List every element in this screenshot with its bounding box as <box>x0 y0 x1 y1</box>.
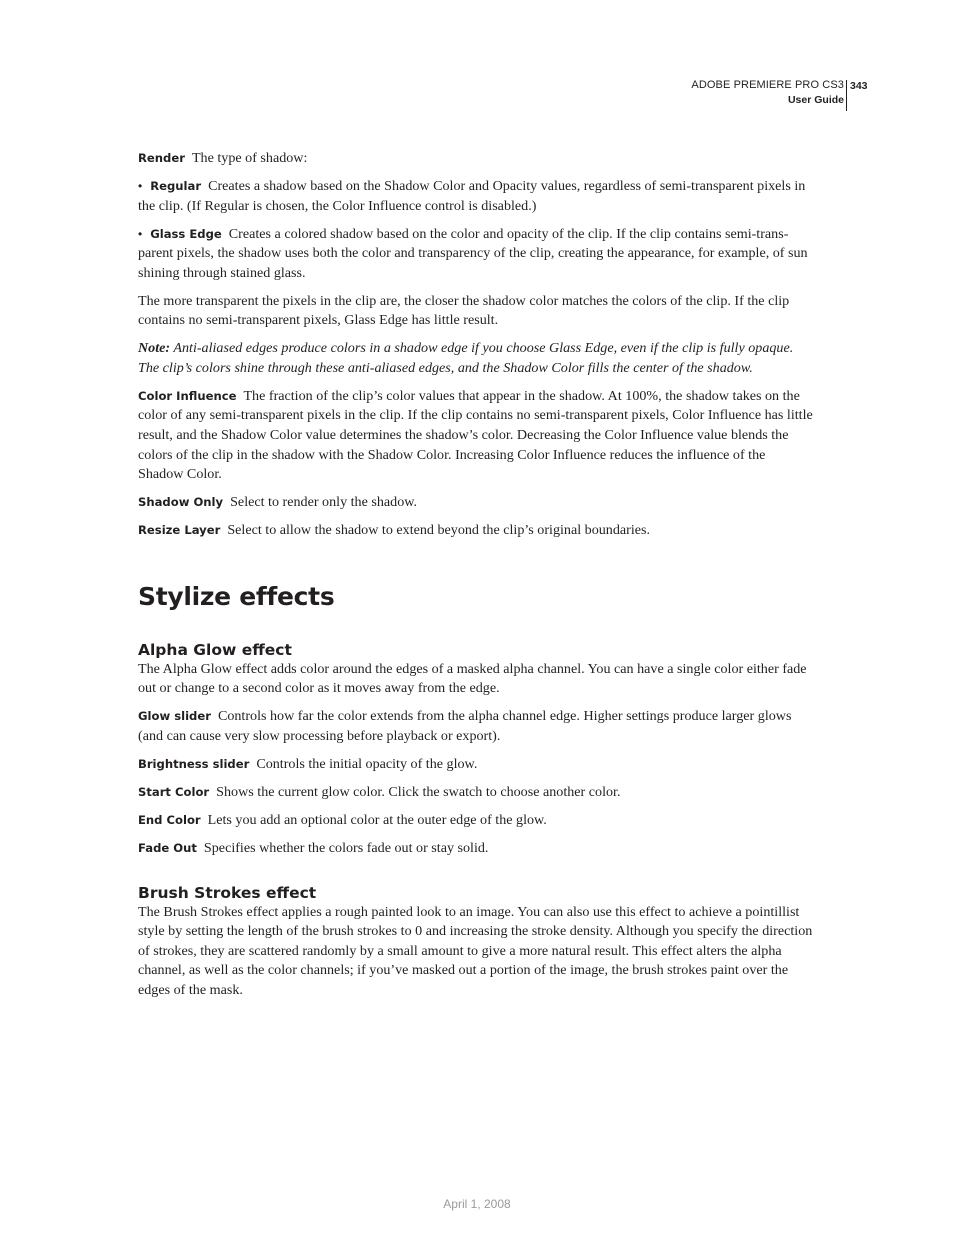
param-term: Render <box>138 151 185 165</box>
param-term: Color Influence <box>138 388 237 403</box>
subsection-heading: Alpha Glow effect <box>138 640 292 659</box>
page-body <box>138 149 814 1009</box>
param-desc: The fraction of the clip’s color values that appear in the shadow. At 100%, the shadow takes on the color of any semi-transparent pixels in the clip. If the clip contains no semi-transparent pixels, Color Influence has little result, and the Shadow Color value determines the shadow’s color. Decreasing the Color Influence value blends the colors of the clip in the shadow with the Shadow Color. Increasing Color Influence reduces the influence of the Shadow Color. <box>138 387 813 483</box>
param-regular <box>138 177 814 216</box>
param-term: Brightness slider <box>138 756 250 771</box>
header-product: ADOBE PREMIERE PRO CS3 <box>691 79 844 91</box>
header-guide: User Guide <box>787 94 844 106</box>
param-desc: Controls the initial opacity of the glow. <box>256 755 478 772</box>
subsection-heading: Brush Strokes effect <box>138 883 317 902</box>
param-desc: Creates a colored shadow based on the color and opacity of the clip. If the clip contains semi-trans-parent pixels, the shadow uses both the color and transparency of the clip, creating the appearance, for example, of sun shining through stained glass. <box>138 225 808 281</box>
param-term: Regular <box>150 178 202 193</box>
param-start-color <box>138 783 814 803</box>
header-divider <box>846 80 847 111</box>
note <box>138 339 814 378</box>
running-header <box>691 79 844 106</box>
param-desc: Specifies whether the colors fade out or stay solid. <box>203 839 489 856</box>
param-desc: Creates a shadow based on the Shadow Color and Opacity values, regardless of semi-transparent pixels in the clip. (If Regular is chosen, the Color Influence control is disabled.) <box>138 177 806 214</box>
param-term: Start Color <box>138 784 210 799</box>
param-desc: Controls how far the color extends from the alpha channel edge. Higher settings produce larger glows (and can cause very slow processing before playback or export). <box>138 708 792 744</box>
param-desc: The type of shadow: <box>191 150 308 166</box>
body-paragraph: The Alpha Glow effect adds color around the edges of a masked alpha channel. You can have a single color either fade out or change to a second color as it moves away from the edge. <box>138 660 807 697</box>
param-resize-layer <box>138 521 814 541</box>
param-term: Glass Edge <box>150 226 222 241</box>
param-glass-edge <box>138 225 814 284</box>
param-render <box>138 149 814 169</box>
note-label: Note: <box>138 340 171 357</box>
footer-date: April 1, 2008 <box>443 1197 511 1211</box>
param-end-color <box>138 811 814 831</box>
param-glow-slider <box>138 707 814 746</box>
param-desc: Lets you add an optional color at the outer edge of the glow. <box>207 811 547 828</box>
param-term: End Color <box>138 812 201 827</box>
section-title: Stylize effects <box>138 581 335 611</box>
param-brightness-slider <box>138 755 814 775</box>
param-desc: Select to render only the shadow. <box>230 494 418 511</box>
param-fade-out <box>138 839 814 859</box>
body-paragraph: The Brush Strokes effect applies a rough painted look to an image. You can also use this effect to achieve a pointillist style by setting the length of the brush strokes to 0 and increasing the stroke density. Although you specify the direction of strokes, they are scattered randomly by a small amount to give a more natural result. This effect alters the alpha channel, as well as the color channels; if you’ve masked out a portion of the image, the brush strokes paint over the edges of the mask. <box>138 903 813 998</box>
body-paragraph: The more transparent the pixels in the clip are, the closer the shadow color matches the colors of the clip. If the clip contains no semi-transparent pixels, Glass Edge has little result. <box>138 292 790 329</box>
param-term: Glow slider <box>138 709 211 724</box>
param-desc: Select to allow the shadow to extend beyond the clip’s original boundaries. <box>227 522 651 539</box>
bullet-icon: • <box>138 226 143 241</box>
page-number: 343 <box>850 80 868 92</box>
param-color-influence <box>138 387 814 485</box>
param-shadow-only <box>138 493 814 513</box>
param-term: Fade Out <box>138 840 197 855</box>
param-desc: Shows the current glow color. Click the swatch to choose another color. <box>216 783 621 800</box>
note-text: Anti-aliased edges produce colors in a shadow edge if you choose Glass Edge, even if the clip is fully opaque. The clip’s colors shine through these anti-aliased edges, and the Shadow Color fills the center of the shadow. <box>138 340 794 376</box>
bullet-icon: • <box>138 178 143 193</box>
param-term: Shadow Only <box>138 495 224 510</box>
param-term: Resize Layer <box>138 523 221 538</box>
